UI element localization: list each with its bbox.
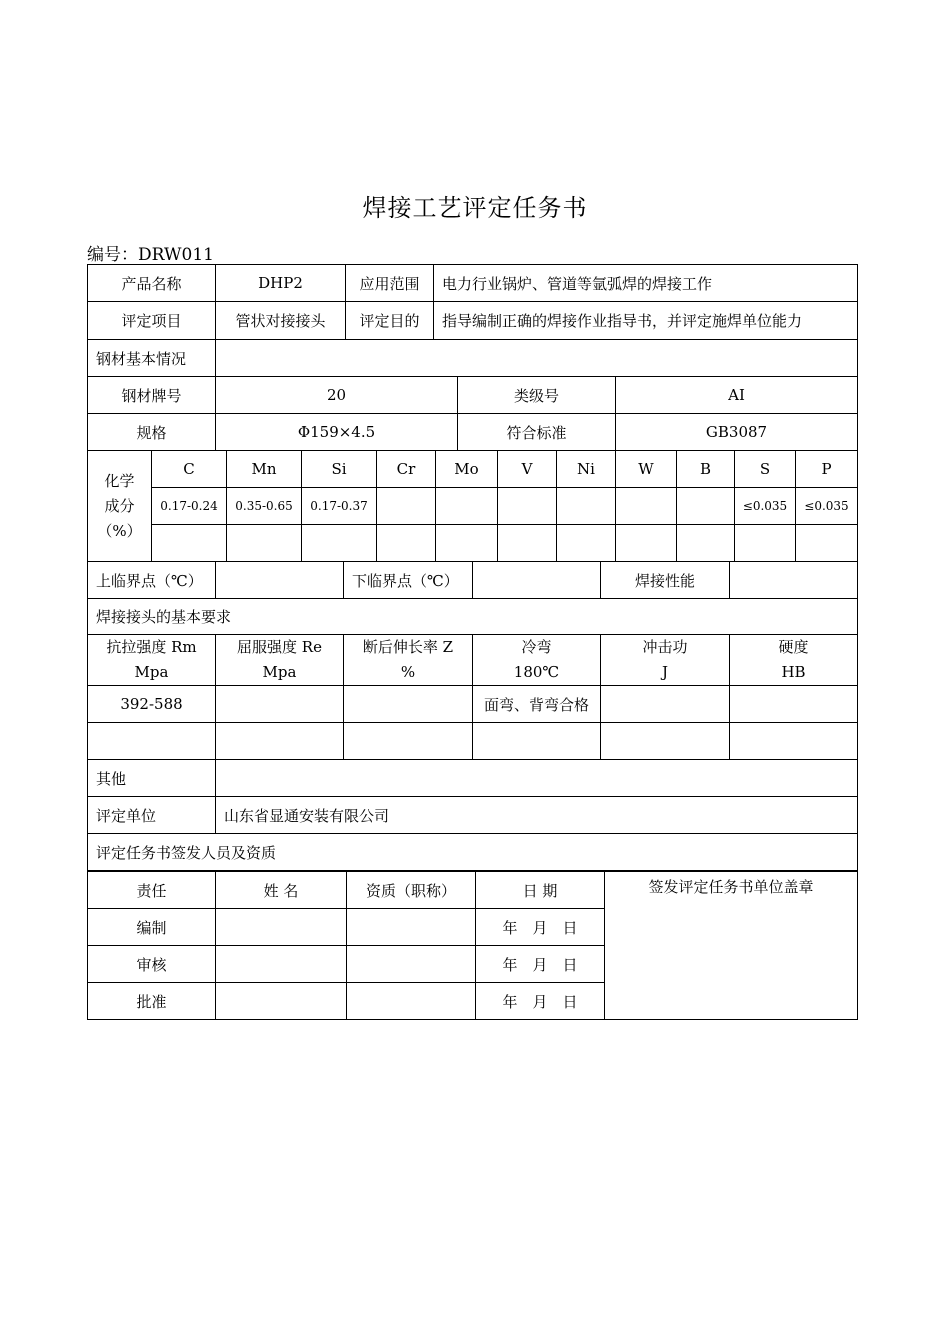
bend-unit: 180℃: [513, 663, 560, 681]
yield-value: [216, 686, 344, 723]
hardness-unit: HB: [781, 663, 806, 681]
value-si: 0.17-0.37: [302, 488, 377, 525]
upper-critical-label: 上临界点（℃）: [88, 562, 216, 599]
elongation-title: 断后伸长率 Z: [362, 638, 454, 656]
blank-cell: [302, 525, 377, 562]
blank-cell: [88, 723, 216, 760]
class-value: AI: [616, 377, 858, 414]
blank-cell: [730, 723, 858, 760]
yield-unit: Mpa: [262, 663, 297, 681]
product-name-value: DHP2: [216, 265, 346, 302]
element-b: B: [677, 451, 735, 488]
purpose-value: 指导编制正确的焊接作业指导书，并评定施焊单位能力: [434, 302, 858, 340]
hardness-header: [730, 635, 858, 686]
other-label: 其他: [88, 760, 216, 797]
chem-label: [88, 451, 152, 562]
name-cell: [216, 946, 347, 983]
elongation-value: [344, 686, 473, 723]
hardness-value: [730, 686, 858, 723]
blank-cell: [616, 525, 677, 562]
impact-header: [601, 635, 730, 686]
element-s: S: [735, 451, 796, 488]
eval-item-label: 评定项目: [88, 302, 216, 340]
blank-cell: [473, 723, 601, 760]
bend-header: [473, 635, 601, 686]
impact-title: 冲击功: [642, 638, 688, 656]
chem-table: [87, 450, 858, 562]
blank-cell: [601, 723, 730, 760]
stamp-area: 签发评定任务书单位盖章: [605, 872, 858, 1020]
signature-table: [87, 871, 858, 1020]
yield-header: [216, 635, 344, 686]
class-label: 类级号: [458, 377, 616, 414]
blank-cell: [735, 525, 796, 562]
role-prepared: 编制: [88, 909, 216, 946]
value-mo: [436, 488, 498, 525]
elongation-header: [344, 635, 473, 686]
spec-value: Φ159×4.5: [216, 414, 458, 451]
element-v: V: [498, 451, 557, 488]
date-header: 日 期: [476, 872, 605, 909]
resp-header: 责任: [88, 872, 216, 909]
tensile-unit: Mpa: [134, 663, 169, 681]
spec-label: 规格: [88, 414, 216, 451]
element-w: W: [616, 451, 677, 488]
date-cell: 年 月 日: [476, 983, 605, 1020]
name-cell: [216, 909, 347, 946]
bend-value: 面弯、背弯合格: [473, 686, 601, 723]
yield-title: 屈服强度 Re: [237, 638, 322, 656]
header-table: [87, 264, 858, 377]
blank-cell: [796, 525, 858, 562]
steel-table: [87, 376, 858, 451]
product-name-label: 产品名称: [88, 265, 216, 302]
name-cell: [216, 983, 347, 1020]
element-ni: Ni: [557, 451, 616, 488]
role-reviewed: 审核: [88, 946, 216, 983]
lower-critical-value: [473, 562, 601, 599]
impact-unit: J: [661, 663, 668, 681]
name-header: 姓 名: [216, 872, 347, 909]
chem-label-line3: （%）: [97, 521, 142, 540]
upper-critical-value: [216, 562, 344, 599]
element-mn: Mn: [227, 451, 302, 488]
qual-cell: [347, 983, 476, 1020]
tensile-value: 392-588: [88, 686, 216, 723]
document-title: 焊接工艺评定任务书: [362, 194, 588, 222]
eval-item-value: 管状对接接头: [216, 302, 346, 340]
weldability-label: 焊接性能: [601, 562, 730, 599]
bend-title: 冷弯: [521, 638, 552, 656]
scope-label: 应用范围: [346, 265, 434, 302]
critical-table: [87, 561, 858, 871]
value-p: ≤0.035: [796, 488, 858, 525]
sign-section-label: 评定任务书签发人员及资质: [88, 834, 858, 871]
value-ni: [557, 488, 616, 525]
blank-cell: [677, 525, 735, 562]
qual-cell: [347, 946, 476, 983]
document-number: 编号：DRW011: [87, 245, 214, 265]
value-cr: [377, 488, 436, 525]
blank-cell: [216, 723, 344, 760]
tensile-title: 抗拉强度 Rm: [106, 638, 197, 656]
blank-cell: [498, 525, 557, 562]
chem-label-line2: 成分: [104, 496, 135, 515]
standard-label: 符合标准: [458, 414, 616, 451]
qual-cell: [347, 909, 476, 946]
element-p: P: [796, 451, 858, 488]
element-si: Si: [302, 451, 377, 488]
weldability-value: [730, 562, 858, 599]
qual-header: 资质（职称）: [347, 872, 476, 909]
value-b: [677, 488, 735, 525]
value-s: ≤0.035: [735, 488, 796, 525]
hardness-title: 硬度: [778, 638, 809, 656]
scope-value: 电力行业锅炉、管道等氩弧焊的焊接工作: [434, 265, 858, 302]
eval-unit-label: 评定单位: [88, 797, 216, 834]
steel-section-label: 钢材基本情况: [88, 340, 216, 377]
value-c: 0.17-0.24: [152, 488, 227, 525]
purpose-label: 评定目的: [346, 302, 434, 340]
impact-value: [601, 686, 730, 723]
standard-value: GB3087: [616, 414, 858, 451]
date-cell: 年 月 日: [476, 946, 605, 983]
blank-cell: [227, 525, 302, 562]
element-c: C: [152, 451, 227, 488]
lower-critical-label: 下临界点（℃）: [344, 562, 473, 599]
role-approved: 批准: [88, 983, 216, 1020]
eval-unit-value: 山东省显通安装有限公司: [216, 797, 858, 834]
chem-label-line1: 化学: [104, 471, 135, 490]
blank-cell: [344, 723, 473, 760]
steel-grade-label: 钢材牌号: [88, 377, 216, 414]
date-cell: 年 月 日: [476, 909, 605, 946]
value-mn: 0.35-0.65: [227, 488, 302, 525]
blank-cell: [377, 525, 436, 562]
steel-section-blank: [216, 340, 858, 377]
element-mo: Mo: [436, 451, 498, 488]
joint-section-label: 焊接接头的基本要求: [88, 599, 858, 635]
blank-cell: [557, 525, 616, 562]
blank-cell: [152, 525, 227, 562]
element-cr: Cr: [377, 451, 436, 488]
elongation-unit: %: [400, 663, 416, 681]
value-w: [616, 488, 677, 525]
tensile-header: [88, 635, 216, 686]
value-v: [498, 488, 557, 525]
blank-cell: [436, 525, 498, 562]
other-value: [216, 760, 858, 797]
steel-grade-value: 20: [216, 377, 458, 414]
